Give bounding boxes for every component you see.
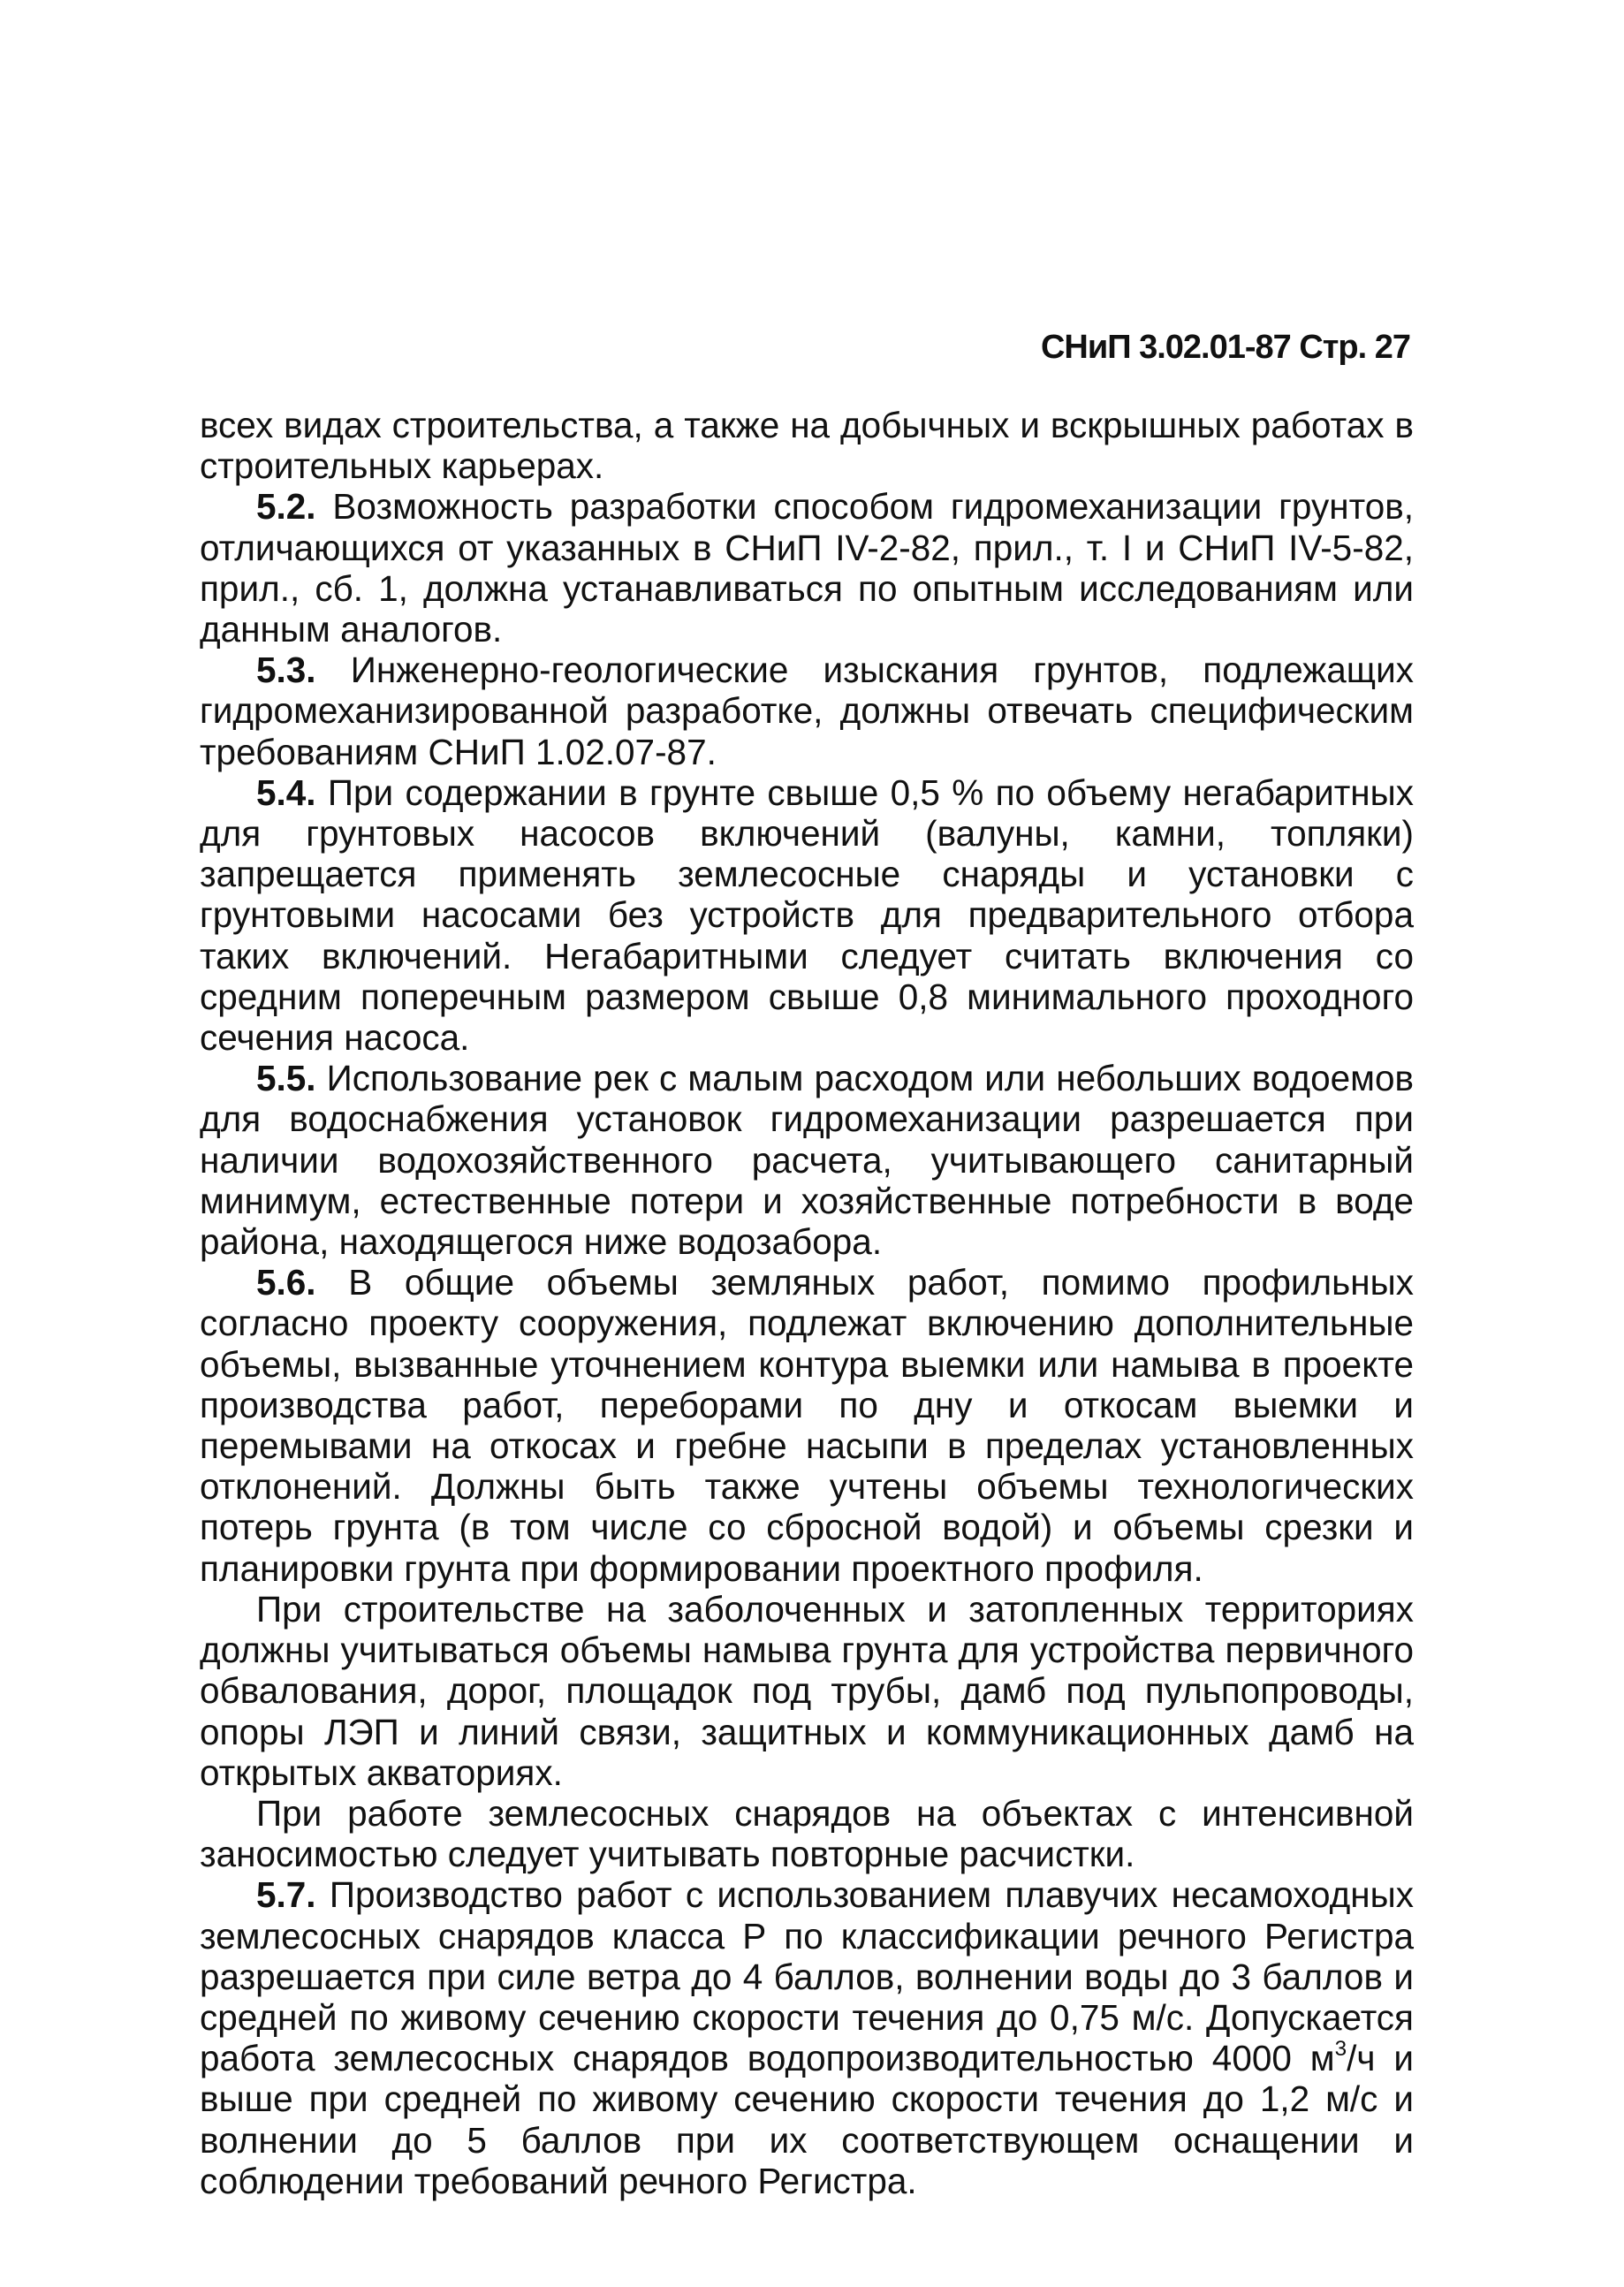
clause-5-4 xyxy=(200,772,1414,1058)
clause-number: 5.4. xyxy=(256,771,316,813)
clause-text-continued: /ч и выше при средней по живому сечению скорости течения до 1,2 м/с и волнении до 5 баллов при их соответствующем оснащении и соблюдении требований речного Регистра. xyxy=(200,2038,1414,2201)
clause-text: В общие объемы земляных работ, помимо профильных согласно проекту сооружения, подлежат включению дополнительные объемы, вызванные уточнением контура выемки или намыва в проекте производства работ, переборами по дну и откосам выемки и перемывами на откосах и гребне насыпи в пределах установленных отклонений. Должны быть также учтены объемы технологических потерь грунта (в том числе со сбросной водой) и объемы срезки и планировки грунта при формировании проектного профиля. xyxy=(200,1262,1414,1589)
document-body xyxy=(200,405,1414,2201)
paragraph-siltation xyxy=(200,1793,1414,1874)
clause-text: Возможность разработки способом гидромеханизации грунтов, отличающихся от указанных в СНиП IV-2-82, прил., т. I и СНиП IV-5-82, прил., сб. 1, должна устанавливаться по опытным исследованиям или данным аналогов. xyxy=(200,486,1414,650)
clause-5-5 xyxy=(200,1058,1414,1262)
clause-5-6 xyxy=(200,1262,1414,1589)
paragraph-text: При работе землесосных снарядов на объектах с интенсивной заносимостью следует учитывать повторные расчистки. xyxy=(200,1792,1414,1875)
running-header: СНиП 3.02.01-87 Стр. 27 xyxy=(1040,329,1410,366)
clause-text: Производство работ с использованием плавучих несамоходных землесосных снарядов класса Р по классификации речного Регистра разрешается при силе ветра до 4 баллов, волнении воды до 3 баллов и средней по живому сечению скорости течения до 0,75 м/с. Допускается работа землесосных снарядов водопроизводительностью 4000 м xyxy=(200,1874,1414,2079)
clause-5-3 xyxy=(200,650,1414,772)
clause-5-2 xyxy=(200,486,1414,650)
paragraph-text: всех видах строительства, а также на добычных и вскрышных работах в строительных карьерах. xyxy=(200,405,1414,487)
clause-number: 5.5. xyxy=(256,1058,316,1099)
clause-number: 5.7. xyxy=(256,1874,316,1916)
clause-text: Инженерно-геологические изыскания грунтов, подлежащих гидромеханизированной разработке, должны отвечать специфическим требованиям СНиП 1.02.07-87. xyxy=(200,650,1414,772)
clause-number: 5.6. xyxy=(256,1262,316,1303)
clause-text: При содержании в грунте свыше 0,5 % по объему негабаритных для грунтовых насосов включений (валуны, камни, топляки) запрещается применять землесосные снаряды и установки с грунтовыми насосами без устройств для предварительного отбора таких включений. Негабаритными следует считать включения со средним поперечным размером свыше 0,8 минимального проходного сечения насоса. xyxy=(200,771,1414,1059)
clause-text: Использование рек с малым расходом или небольших водоемов для водоснабжения установок гидромеханизации разрешается при наличии водохозяйственного расчета, учитывающего санитарный минимум, естественные потери и хозяйственные потребности в воде района, находящегося ниже водозабора. xyxy=(200,1058,1414,1263)
clause-number: 5.2. xyxy=(256,486,316,528)
paragraph-continuation xyxy=(200,405,1414,486)
clause-number: 5.3. xyxy=(256,650,316,691)
paragraph-text: При строительстве на заболоченных и затопленных территориях должны учитываться объемы намыва грунта для устройства первичного обвалования, дорог, площадок под трубы, дамб под пульпопроводы, опоры ЛЭП и линий связи, защитных и коммуникационных дамб на открытых акваториях. xyxy=(200,1588,1414,1793)
clause-5-7 xyxy=(200,1874,1414,2201)
paragraph-wetlands xyxy=(200,1589,1414,1793)
superscript-exponent: 3 xyxy=(1334,2037,1347,2062)
